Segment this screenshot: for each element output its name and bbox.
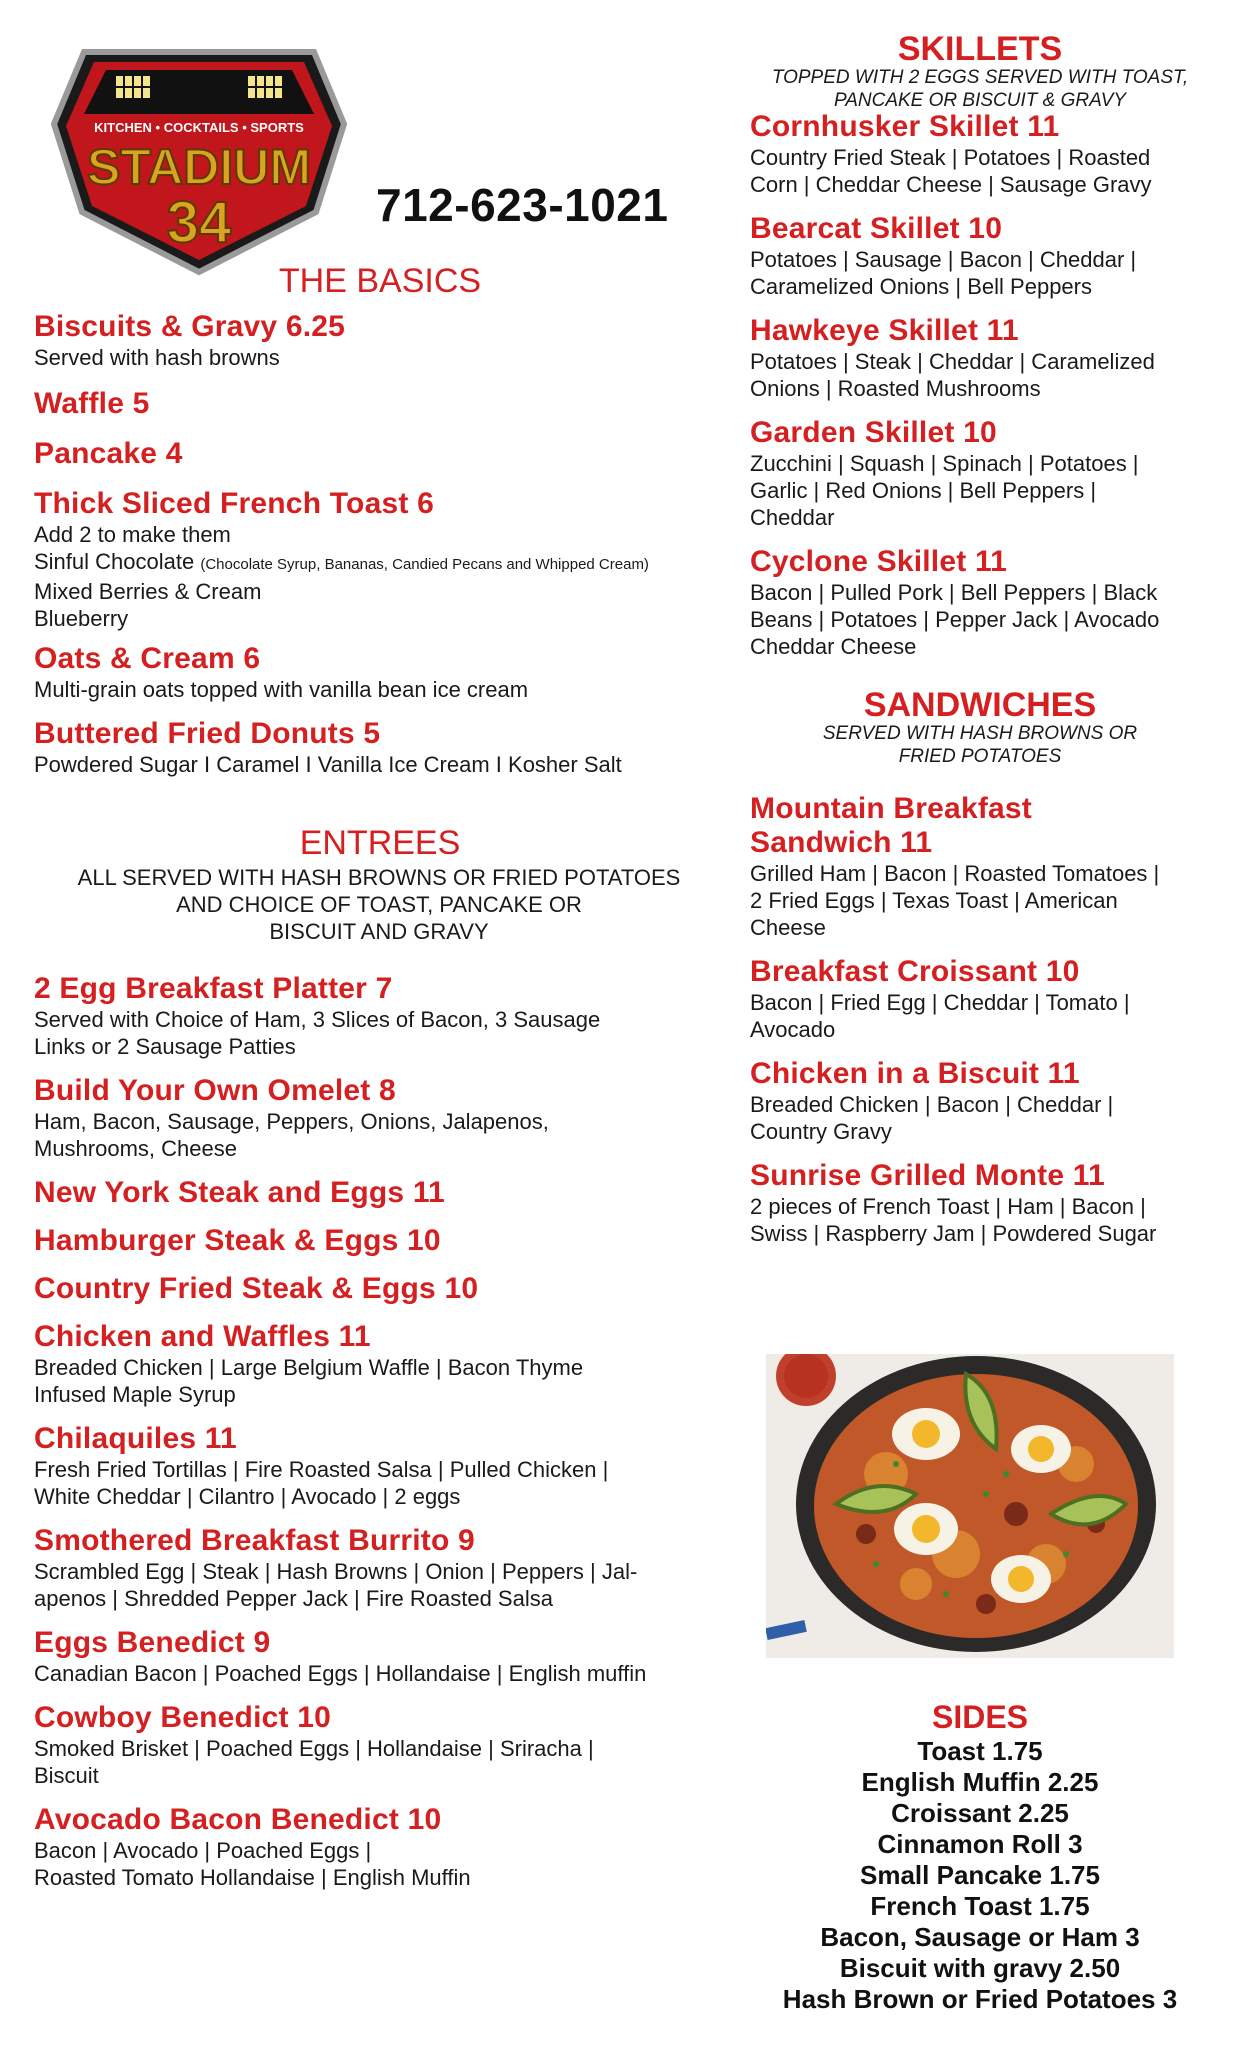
menu-item [34, 1626, 734, 1687]
item-desc: Powdered Sugar I Caramel I Vanilla Ice Cream I Kosher Salt [34, 752, 622, 777]
menu-item [34, 487, 734, 632]
menu-item [34, 972, 734, 1060]
item-desc: Cheddar [750, 505, 835, 530]
logo-tagline: KITCHEN • COCKTAILS • SPORTS [94, 120, 304, 135]
menu-item [34, 1176, 734, 1210]
item-desc: Breaded Chicken | Large Belgium Waffle | Bacon Thyme [34, 1355, 584, 1380]
item-desc: Country Gravy [750, 1119, 892, 1144]
skillets-title: SKILLETS [897, 30, 1063, 68]
menu-item [34, 642, 734, 703]
entrees-note [34, 864, 724, 945]
item-name: Chilaquiles 11 [34, 1422, 237, 1455]
item-name: Smothered Breakfast Burrito 9 [34, 1524, 475, 1557]
item-name: Cyclone Skillet 11 [750, 545, 1008, 578]
sides-list [730, 1736, 1230, 2015]
sandwiches-list [750, 792, 1220, 1247]
menu-item [34, 310, 734, 371]
entrees-note-line: ALL SERVED WITH HASH BROWNS OR FRIED POTATOES [77, 865, 681, 890]
item-name: Hamburger Steak & Eggs 10 [34, 1224, 441, 1257]
menu-item [750, 1057, 1220, 1145]
sandwiches-note-line: FRIED POTATOES [898, 746, 1062, 767]
item-name: Buttered Fried Donuts 5 [34, 717, 381, 750]
item-desc: Smoked Brisket | Poached Eggs | Hollandaise | Sriracha | [34, 1736, 594, 1761]
item-desc: Bacon | Pulled Pork | Bell Peppers | Black [750, 580, 1158, 605]
item-name: Country Fried Steak & Eggs 10 [34, 1272, 479, 1305]
item-desc: Blueberry [34, 606, 129, 631]
stadium-logo-icon [44, 34, 354, 280]
sandwiches-title: SANDWICHES [863, 686, 1097, 724]
item-desc: 2 pieces of French Toast | Ham | Bacon | [750, 1194, 1146, 1219]
side-item: Toast 1.75 [917, 1736, 1043, 1766]
logo [44, 34, 354, 280]
item-desc: Swiss | Raspberry Jam | Powdered Sugar [750, 1221, 1157, 1246]
item-desc: Mushrooms, Cheese [34, 1136, 237, 1161]
item-desc: Garlic | Red Onions | Bell Peppers | [750, 478, 1097, 503]
menu-item [34, 387, 734, 421]
item-desc: Scrambled Egg | Steak | Hash Browns | Onion | Peppers | Jal- [34, 1559, 638, 1584]
entrees-note-line: BISCUIT AND GRAVY [269, 919, 489, 944]
item-name: Sandwich 11 [750, 826, 933, 859]
item-name: Chicken in a Biscuit 11 [750, 1057, 1080, 1090]
item-desc: Multi-grain oats topped with vanilla bean ice cream [34, 677, 529, 702]
item-desc: Potatoes | Steak | Cheddar | Caramelized [750, 349, 1155, 374]
entrees-note-line: AND CHOICE OF TOAST, PANCAKE OR [176, 892, 582, 917]
menu-item [34, 1320, 734, 1408]
side-item: Bacon, Sausage or Ham 3 [820, 1922, 1140, 1952]
item-desc: Zucchini | Squash | Spinach | Potatoes | [750, 451, 1139, 476]
item-desc: Add 2 to make them [34, 522, 231, 547]
item-name: Cornhusker Skillet 11 [750, 110, 1060, 143]
side-item: Small Pancake 1.75 [860, 1860, 1100, 1890]
item-name: Thick Sliced French Toast 6 [34, 487, 434, 520]
item-desc: Served with hash browns [34, 345, 280, 370]
sides-title: SIDES [931, 1699, 1029, 1735]
basics-title: THE BASICS [278, 262, 482, 300]
skillet-photo [766, 1354, 1174, 1658]
side-item: French Toast 1.75 [870, 1891, 1090, 1921]
item-desc: Ham, Bacon, Sausage, Peppers, Onions, Jalapenos, [34, 1109, 549, 1134]
skillets-note-line: PANCAKE OR BISCUIT & GRAVY [833, 90, 1127, 111]
menu-item [750, 792, 1220, 941]
item-name: Avocado Bacon Benedict 10 [34, 1803, 442, 1836]
item-name: Garden Skillet 10 [750, 416, 997, 449]
side-item: Biscuit with gravy 2.50 [839, 1953, 1121, 1983]
item-desc: Potatoes | Sausage | Bacon | Cheddar | [750, 247, 1137, 272]
item-name: Sunrise Grilled Monte 11 [750, 1159, 1105, 1192]
skillets-note-line: TOPPED WITH 2 EGGS SERVED WITH TOAST, [771, 67, 1189, 88]
item-name: Chicken and Waffles 11 [34, 1320, 371, 1353]
item-desc: Grilled Ham | Bacon | Roasted Tomatoes | [750, 861, 1160, 886]
menu-item [750, 314, 1220, 402]
item-name: Waffle 5 [34, 387, 150, 420]
item-desc: Bacon | Avocado | Poached Eggs | [34, 1838, 372, 1863]
item-name: Cowboy Benedict 10 [34, 1701, 331, 1734]
menu-item [750, 110, 1220, 198]
item-name: Pancake 4 [34, 437, 183, 470]
item-name: Biscuits & Gravy 6.25 [34, 310, 346, 343]
entrees-title: ENTREES [299, 824, 461, 862]
menu-item [34, 1224, 734, 1258]
side-item: Croissant 2.25 [891, 1798, 1069, 1828]
basics-list [34, 310, 734, 778]
menu-item [34, 1422, 734, 1510]
side-item: Hash Brown or Fried Potatoes 3 [782, 1984, 1178, 2014]
logo-number: 34 [166, 190, 232, 255]
entrees-list [34, 972, 734, 1891]
item-desc: Roasted Tomato Hollandaise | English Muffin [34, 1865, 471, 1890]
item-desc: Beans | Potatoes | Pepper Jack | Avocado [750, 607, 1160, 632]
menu-item [34, 1524, 734, 1612]
side-item: English Muffin 2.25 [861, 1767, 1099, 1797]
item-desc: Bacon | Fried Egg | Cheddar | Tomato | [750, 990, 1130, 1015]
item-name: Mountain Breakfast [750, 792, 1032, 825]
item-name: Bearcat Skillet 10 [750, 212, 1003, 245]
item-desc-small: (Chocolate Syrup, Bananas, Candied Pecans and Whipped Cream) [200, 556, 649, 573]
item-name: Oats & Cream 6 [34, 642, 261, 675]
item-desc [34, 548, 734, 578]
item-name: 2 Egg Breakfast Platter 7 [34, 972, 393, 1005]
item-name: Build Your Own Omelet 8 [34, 1074, 396, 1107]
menu-item [34, 1701, 734, 1789]
item-desc: Corn | Cheddar Cheese | Sausage Gravy [750, 172, 1152, 197]
item-desc: White Cheddar | Cilantro | Avocado | 2 eggs [34, 1484, 461, 1509]
item-desc: Country Fried Steak | Potatoes | Roasted [750, 145, 1151, 170]
item-name: New York Steak and Eggs 11 [34, 1176, 445, 1209]
item-desc: Fresh Fried Tortillas | Fire Roasted Salsa | Pulled Chicken | [34, 1457, 609, 1482]
menu-item [34, 1074, 734, 1162]
item-desc: Cheddar Cheese [750, 634, 917, 659]
item-desc: Links or 2 Sausage Patties [34, 1034, 296, 1059]
menu-item [750, 212, 1220, 300]
item-desc: Onions | Roasted Mushrooms [750, 376, 1041, 401]
item-desc: Cheese [750, 915, 826, 940]
item-desc: Breaded Chicken | Bacon | Cheddar | [750, 1092, 1114, 1117]
menu-item [750, 955, 1220, 1043]
item-name: Hawkeye Skillet 11 [750, 314, 1019, 347]
side-item: Cinnamon Roll 3 [877, 1829, 1083, 1859]
menu-item [34, 437, 734, 471]
skillet-icon [766, 1354, 1174, 1658]
item-desc: Avocado [750, 1017, 836, 1042]
item-desc: 2 Fried Eggs | Texas Toast | American [750, 888, 1118, 913]
item-desc: Biscuit [34, 1763, 99, 1788]
item-desc-main: Sinful Chocolate [34, 549, 195, 574]
phone-number[interactable]: 712-623-1021 [376, 179, 669, 231]
skillets-note [740, 66, 1220, 112]
item-desc: Caramelized Onions | Bell Peppers [750, 274, 1092, 299]
menu-item [750, 416, 1220, 531]
skillets-list [750, 110, 1220, 660]
menu-item [34, 1803, 734, 1891]
logo-name: STADIUM [86, 139, 312, 195]
sandwiches-note [740, 722, 1220, 768]
item-desc: Mixed Berries & Cream [34, 579, 262, 604]
item-desc: Infused Maple Syrup [34, 1382, 236, 1407]
menu-item [750, 1159, 1220, 1247]
menu-item [34, 1272, 734, 1306]
item-name: Eggs Benedict 9 [34, 1626, 271, 1659]
menu-item [34, 717, 734, 778]
menu-item [750, 545, 1220, 660]
item-desc: Canadian Bacon | Poached Eggs | Hollandaise | English muffin [34, 1661, 647, 1686]
item-desc: apenos | Shredded Pepper Jack | Fire Roasted Salsa [34, 1586, 553, 1611]
item-name: Breakfast Croissant 10 [750, 955, 1080, 988]
item-desc: Served with Choice of Ham, 3 Slices of Bacon, 3 Sausage [34, 1007, 601, 1032]
sandwiches-note-line: SERVED WITH HASH BROWNS OR [822, 723, 1138, 744]
